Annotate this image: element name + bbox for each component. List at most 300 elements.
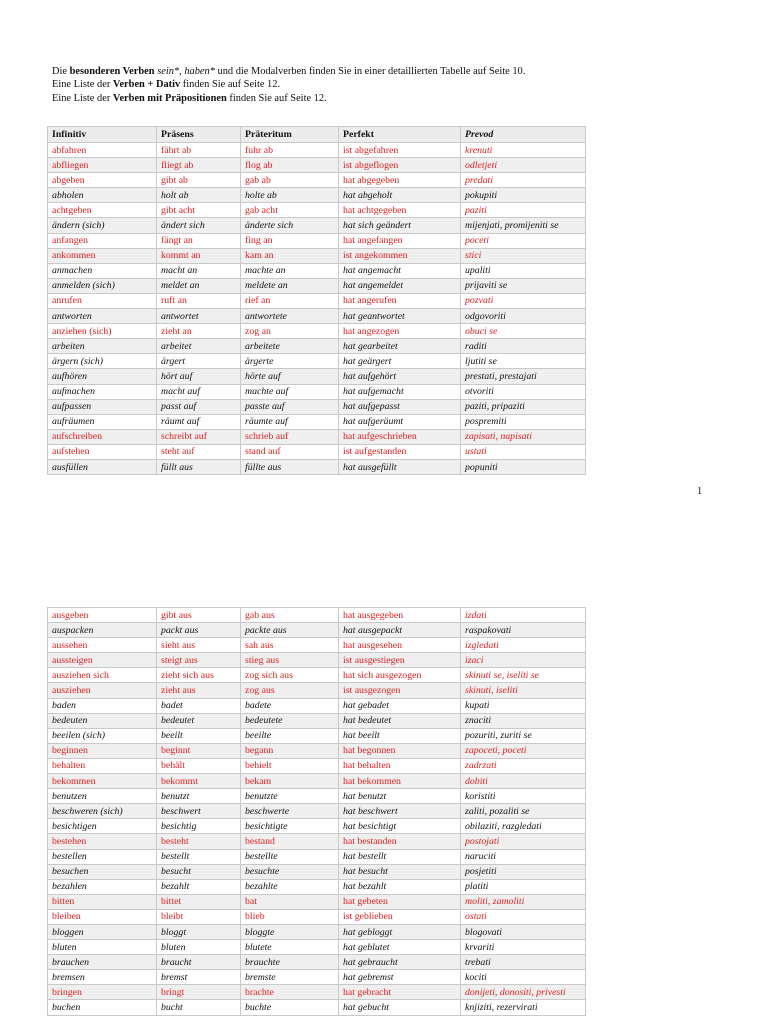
prevod-cell: odgovoriti (461, 309, 586, 324)
praeteritum-cell: buchte (241, 1000, 339, 1015)
praesens-cell: antwortet (157, 309, 241, 324)
praeteritum-cell: bestand (241, 834, 339, 849)
praeteritum-cell: bekam (241, 774, 339, 789)
table-row (48, 683, 586, 698)
praesens-cell: bestellt (157, 849, 241, 864)
infinitiv-cell: ausziehen sich (48, 668, 157, 683)
infinitiv-cell: brauchen (48, 955, 157, 970)
prevod-cell: skinuti, iseliti (461, 683, 586, 698)
praesens-cell: zieht aus (157, 683, 241, 698)
table-row (48, 849, 586, 864)
praeteritum-cell: füllte aus (241, 459, 339, 474)
perfekt-cell: hat geblutet (339, 940, 461, 955)
praeteritum-cell: besuchte (241, 864, 339, 879)
praesens-cell: zieht an (157, 324, 241, 339)
praesens-cell: beeilt (157, 728, 241, 743)
prevod-cell: mijenjati, promijeniti se (461, 218, 586, 233)
prevod-cell: popuniti (461, 459, 586, 474)
verb-table-body (48, 143, 586, 475)
praeteritum-cell: beeilte (241, 728, 339, 743)
infinitiv-cell: abgeben (48, 173, 157, 188)
infinitiv-cell: bekommen (48, 774, 157, 789)
prevod-cell: koristiti (461, 789, 586, 804)
perfekt-cell: hat bestanden (339, 834, 461, 849)
perfekt-cell: hat angefangen (339, 233, 461, 248)
intro-text-segment: Eine Liste der (52, 92, 113, 104)
prevod-cell: izgledati (461, 638, 586, 653)
perfekt-cell: hat besichtigt (339, 819, 461, 834)
infinitiv-cell: anrufen (48, 293, 157, 308)
infinitiv-cell: baden (48, 698, 157, 713)
praeteritum-cell: zog aus (241, 683, 339, 698)
table-row (48, 653, 586, 668)
perfekt-cell: hat gebracht (339, 985, 461, 1000)
praeteritum-cell: packte aus (241, 623, 339, 638)
prevod-cell: paziti (461, 203, 586, 218)
perfekt-cell: hat gearbeitet (339, 339, 461, 354)
praesens-cell: passt auf (157, 399, 241, 414)
perfekt-cell: hat angemacht (339, 263, 461, 278)
perfekt-cell: hat beschwert (339, 804, 461, 819)
praesens-cell: bremst (157, 970, 241, 985)
table-row (48, 940, 586, 955)
prevod-cell: zadrzati (461, 758, 586, 773)
perfekt-cell: hat gebeten (339, 894, 461, 909)
praeteritum-cell: schrieb auf (241, 429, 339, 444)
table-row (48, 293, 586, 308)
praeteritum-cell: blutete (241, 940, 339, 955)
infinitiv-cell: ausfüllen (48, 459, 157, 474)
praeteritum-cell: fing an (241, 233, 339, 248)
praeteritum-cell: zog sich aus (241, 668, 339, 683)
prevod-cell: upaliti (461, 263, 586, 278)
perfekt-cell: hat behalten (339, 758, 461, 773)
praeteritum-cell: sah aus (241, 638, 339, 653)
perfekt-cell: hat begonnen (339, 743, 461, 758)
infinitiv-cell: bezahlen (48, 879, 157, 894)
praesens-cell: fängt an (157, 233, 241, 248)
intro-bold-segment: Verben + Dativ (112, 79, 181, 91)
infinitiv-cell: besuchen (48, 864, 157, 879)
praesens-cell: bittet (157, 894, 241, 909)
infinitiv-cell: beeilen (sich) (48, 728, 157, 743)
perfekt-cell: hat angezogen (339, 324, 461, 339)
prevod-cell: ustati (461, 444, 586, 459)
intro-bold-segment: Verben mit Präpositionen (112, 92, 227, 104)
table-row (48, 1000, 586, 1015)
intro-line-2 (52, 78, 525, 91)
praeteritum-cell: bloggte (241, 924, 339, 939)
perfekt-cell: hat gebucht (339, 1000, 461, 1015)
table-row (48, 248, 586, 263)
praesens-cell: bleibt (157, 909, 241, 924)
intro-text-segment: finden Sie auf Seite 12. (226, 92, 327, 104)
table-row (48, 668, 586, 683)
infinitiv-cell: bringen (48, 985, 157, 1000)
infinitiv-cell: abfliegen (48, 158, 157, 173)
infinitiv-cell: bestehen (48, 834, 157, 849)
perfekt-cell: hat bekommen (339, 774, 461, 789)
praesens-cell: arbeitet (157, 339, 241, 354)
praeteritum-cell: hörte auf (241, 369, 339, 384)
infinitiv-cell: bloggen (48, 924, 157, 939)
infinitiv-cell: anmelden (sich) (48, 278, 157, 293)
prevod-cell: ljutiti se (461, 354, 586, 369)
prevod-cell: pozvati (461, 293, 586, 308)
perfekt-cell: ist abgeflogen (339, 158, 461, 173)
praeteritum-cell: benutzte (241, 789, 339, 804)
prevod-cell: kociti (461, 970, 586, 985)
infinitiv-cell: bestellen (48, 849, 157, 864)
perfekt-cell: hat sich geändert (339, 218, 461, 233)
perfekt-cell: hat aufgepasst (339, 399, 461, 414)
perfekt-cell: hat beeilt (339, 728, 461, 743)
perfekt-cell: hat abgeholt (339, 188, 461, 203)
table-header-row (48, 127, 586, 143)
praeteritum-cell: machte an (241, 263, 339, 278)
perfekt-cell: hat gebadet (339, 698, 461, 713)
table-row (48, 429, 586, 444)
infinitiv-cell: arbeiten (48, 339, 157, 354)
prevod-cell: zapisati, napisati (461, 429, 586, 444)
perfekt-cell: hat achtgegeben (339, 203, 461, 218)
praesens-cell: steigt aus (157, 653, 241, 668)
table-row (48, 924, 586, 939)
perfekt-cell: hat aufgehört (339, 369, 461, 384)
infinitiv-cell: besichtigen (48, 819, 157, 834)
table-row (48, 743, 586, 758)
infinitiv-cell: benutzen (48, 789, 157, 804)
infinitiv-cell: aufpassen (48, 399, 157, 414)
prevod-cell: obilaziti, razgledati (461, 819, 586, 834)
perfekt-cell: ist ausgezogen (339, 683, 461, 698)
praeteritum-cell: fuhr ab (241, 143, 339, 158)
praeteritum-cell: badete (241, 698, 339, 713)
infinitiv-cell: abholen (48, 188, 157, 203)
perfekt-cell: ist ausgestiegen (339, 653, 461, 668)
praeteritum-cell: bremste (241, 970, 339, 985)
praesens-cell: bezahlt (157, 879, 241, 894)
table-row (48, 354, 586, 369)
intro-italic-segment: sein*, haben* (157, 66, 215, 77)
perfekt-cell: hat angerufen (339, 293, 461, 308)
perfekt-cell: ist abgefahren (339, 143, 461, 158)
table-row (48, 399, 586, 414)
praesens-cell: packt aus (157, 623, 241, 638)
praesens-cell: ärgert (157, 354, 241, 369)
table-row (48, 278, 586, 293)
praesens-cell: behält (157, 758, 241, 773)
perfekt-cell: hat ausgefüllt (339, 459, 461, 474)
perfekt-cell: hat aufgeräumt (339, 414, 461, 429)
praesens-cell: bluten (157, 940, 241, 955)
praesens-cell: fährt ab (157, 143, 241, 158)
intro-text-segment: finden Sie auf Seite 12. (180, 79, 281, 91)
perfekt-cell: hat gebremst (339, 970, 461, 985)
intro-line-1 (52, 65, 525, 78)
perfekt-cell: hat geärgert (339, 354, 461, 369)
table-row (48, 864, 586, 879)
perfekt-cell: hat gebraucht (339, 955, 461, 970)
infinitiv-cell: bitten (48, 894, 157, 909)
table-row (48, 218, 586, 233)
praesens-cell: besucht (157, 864, 241, 879)
prevod-cell: krvariti (461, 940, 586, 955)
intro-line-3 (52, 92, 525, 105)
prevod-cell: trebati (461, 955, 586, 970)
infinitiv-cell: anziehen (sich) (48, 324, 157, 339)
table-row (48, 324, 586, 339)
praeteritum-cell: kam an (241, 248, 339, 263)
infinitiv-cell: bedeuten (48, 713, 157, 728)
infinitiv-cell: antworten (48, 309, 157, 324)
infinitiv-cell: bleiben (48, 909, 157, 924)
praesens-cell: bekommt (157, 774, 241, 789)
table-row (48, 608, 586, 623)
table-row (48, 970, 586, 985)
praesens-cell: zieht sich aus (157, 668, 241, 683)
praeteritum-cell: bedeutete (241, 713, 339, 728)
prevod-cell: poceti (461, 233, 586, 248)
praeteritum-cell: besichtigte (241, 819, 339, 834)
praesens-cell: sieht aus (157, 638, 241, 653)
prevod-cell: znaciti (461, 713, 586, 728)
perfekt-cell: hat benutzt (339, 789, 461, 804)
praesens-cell: braucht (157, 955, 241, 970)
praeteritum-cell: passte auf (241, 399, 339, 414)
infinitiv-cell: aufstehen (48, 444, 157, 459)
praesens-cell: gibt ab (157, 173, 241, 188)
table-row (48, 623, 586, 638)
header-infinitiv: Infinitiv (48, 127, 157, 143)
table-row (48, 638, 586, 653)
table-row (48, 444, 586, 459)
praesens-cell: ändert sich (157, 218, 241, 233)
perfekt-cell: hat ausgepackt (339, 623, 461, 638)
table-row (48, 173, 586, 188)
prevod-cell: postojati (461, 834, 586, 849)
praesens-cell: bloggt (157, 924, 241, 939)
infinitiv-cell: ärgern (sich) (48, 354, 157, 369)
page-number: 1 (697, 486, 703, 497)
prevod-cell: blogovati (461, 924, 586, 939)
table-row (48, 955, 586, 970)
table-row (48, 774, 586, 789)
infinitiv-cell: abfahren (48, 143, 157, 158)
perfekt-cell: hat bestellt (339, 849, 461, 864)
praesens-cell: holt ab (157, 188, 241, 203)
praeteritum-cell: brauchte (241, 955, 339, 970)
praeteritum-cell: brachte (241, 985, 339, 1000)
table-row (48, 985, 586, 1000)
infinitiv-cell: aufschreiben (48, 429, 157, 444)
table-row (48, 879, 586, 894)
prevod-cell: dobiti (461, 774, 586, 789)
table-row (48, 203, 586, 218)
prevod-cell: pozuriti, zuriti se (461, 728, 586, 743)
infinitiv-cell: aussteigen (48, 653, 157, 668)
prevod-cell: predati (461, 173, 586, 188)
verb-table-page-2 (47, 607, 586, 1016)
table-row (48, 909, 586, 924)
praeteritum-cell: blieb (241, 909, 339, 924)
infinitiv-cell: aussehen (48, 638, 157, 653)
table-row (48, 789, 586, 804)
perfekt-cell: ist aufgestanden (339, 444, 461, 459)
table-row (48, 384, 586, 399)
praeteritum-cell: ärgerte (241, 354, 339, 369)
prevod-cell: kupati (461, 698, 586, 713)
infinitiv-cell: ausziehen (48, 683, 157, 698)
infinitiv-cell: auspacken (48, 623, 157, 638)
table-row (48, 263, 586, 278)
praeteritum-cell: antwortete (241, 309, 339, 324)
prevod-cell: ostati (461, 909, 586, 924)
infinitiv-cell: ändern (sich) (48, 218, 157, 233)
praesens-cell: meldet an (157, 278, 241, 293)
header-praesens: Präsens (157, 127, 241, 143)
praeteritum-cell: zog an (241, 324, 339, 339)
prevod-cell: zapoceti, poceti (461, 743, 586, 758)
praeteritum-cell: begann (241, 743, 339, 758)
perfekt-cell: hat besucht (339, 864, 461, 879)
praesens-cell: macht an (157, 263, 241, 278)
praesens-cell: schreibt auf (157, 429, 241, 444)
praesens-cell: hört auf (157, 369, 241, 384)
praeteritum-cell: beschwerte (241, 804, 339, 819)
perfekt-cell: hat angemeldet (339, 278, 461, 293)
prevod-cell: donijeti, donositi, privesti (461, 985, 586, 1000)
prevod-cell: pokupiti (461, 188, 586, 203)
table-row (48, 834, 586, 849)
praesens-cell: kommt an (157, 248, 241, 263)
praesens-cell: benutzt (157, 789, 241, 804)
prevod-cell: posjetiti (461, 864, 586, 879)
infinitiv-cell: buchen (48, 1000, 157, 1015)
infinitiv-cell: beginnen (48, 743, 157, 758)
perfekt-cell: ist angekommen (339, 248, 461, 263)
table-row (48, 339, 586, 354)
prevod-cell: pospremiti (461, 414, 586, 429)
table-row (48, 804, 586, 819)
praeteritum-cell: änderte sich (241, 218, 339, 233)
praeteritum-cell: stieg aus (241, 653, 339, 668)
verb-table-body (48, 608, 586, 1016)
table-row (48, 188, 586, 203)
praeteritum-cell: gab aus (241, 608, 339, 623)
praesens-cell: beginnt (157, 743, 241, 758)
perfekt-cell: ist geblieben (339, 909, 461, 924)
infinitiv-cell: ankommen (48, 248, 157, 263)
praeteritum-cell: rief an (241, 293, 339, 308)
praesens-cell: bedeutet (157, 713, 241, 728)
infinitiv-cell: beschweren (sich) (48, 804, 157, 819)
table-row (48, 758, 586, 773)
praeteritum-cell: gab acht (241, 203, 339, 218)
praesens-cell: bucht (157, 1000, 241, 1015)
praeteritum-cell: bestellte (241, 849, 339, 864)
table-row (48, 233, 586, 248)
praesens-cell: gibt aus (157, 608, 241, 623)
prevod-cell: izdati (461, 608, 586, 623)
table-row (48, 309, 586, 324)
infinitiv-cell: aufräumen (48, 414, 157, 429)
perfekt-cell: hat aufgeschrieben (339, 429, 461, 444)
intro-text-segment: Die (52, 66, 70, 77)
praesens-cell: steht auf (157, 444, 241, 459)
intro-bold-segment: besonderen Verben (69, 66, 155, 77)
prevod-cell: paziti, pripaziti (461, 399, 586, 414)
table-row (48, 369, 586, 384)
prevod-cell: izaci (461, 653, 586, 668)
perfekt-cell: hat abgegeben (339, 173, 461, 188)
table-row (48, 894, 586, 909)
praesens-cell: füllt aus (157, 459, 241, 474)
infinitiv-cell: bluten (48, 940, 157, 955)
table-row (48, 728, 586, 743)
table-row (48, 713, 586, 728)
perfekt-cell: hat ausgegeben (339, 608, 461, 623)
header-perfekt: Perfekt (339, 127, 461, 143)
intro-text-segment: und die Modalverben finden Sie in einer detaillierten Tabelle auf Seite 10. (214, 66, 526, 77)
infinitiv-cell: anmachen (48, 263, 157, 278)
praeteritum-cell: räumte auf (241, 414, 339, 429)
praesens-cell: beschwert (157, 804, 241, 819)
infinitiv-cell: aufmachen (48, 384, 157, 399)
table-row (48, 158, 586, 173)
praesens-cell: gibt acht (157, 203, 241, 218)
praeteritum-cell: bezahlte (241, 879, 339, 894)
praesens-cell: macht auf (157, 384, 241, 399)
praeteritum-cell: stand auf (241, 444, 339, 459)
perfekt-cell: hat gebloggt (339, 924, 461, 939)
infinitiv-cell: behalten (48, 758, 157, 773)
perfekt-cell: hat aufgemacht (339, 384, 461, 399)
perfekt-cell: hat sich ausgezogen (339, 668, 461, 683)
praesens-cell: bringt (157, 985, 241, 1000)
table-row (48, 414, 586, 429)
praesens-cell: räumt auf (157, 414, 241, 429)
infinitiv-cell: ausgeben (48, 608, 157, 623)
prevod-cell: otvoriti (461, 384, 586, 399)
infinitiv-cell: aufhören (48, 369, 157, 384)
praesens-cell: fliegt ab (157, 158, 241, 173)
table-row (48, 698, 586, 713)
praeteritum-cell: flog ab (241, 158, 339, 173)
prevod-cell: zaliti, pozaliti se (461, 804, 586, 819)
praesens-cell: besichtig (157, 819, 241, 834)
praesens-cell: besteht (157, 834, 241, 849)
infinitiv-cell: achtgeben (48, 203, 157, 218)
prevod-cell: odletjeti (461, 158, 586, 173)
prevod-cell: knjiziti, rezervirati (461, 1000, 586, 1015)
prevod-cell: skinuti se, iseliti se (461, 668, 586, 683)
praesens-cell: ruft an (157, 293, 241, 308)
perfekt-cell: hat bezahlt (339, 879, 461, 894)
praeteritum-cell: arbeitete (241, 339, 339, 354)
praeteritum-cell: meldete an (241, 278, 339, 293)
header-praeteritum: Präteritum (241, 127, 339, 143)
prevod-cell: moliti, zamoliti (461, 894, 586, 909)
intro-text-segment: Eine Liste der (52, 79, 113, 91)
praeteritum-cell: bat (241, 894, 339, 909)
header-prevod: Prevod (461, 127, 586, 143)
prevod-cell: prestati, prestajati (461, 369, 586, 384)
prevod-cell: krenuti (461, 143, 586, 158)
praeteritum-cell: machte auf (241, 384, 339, 399)
praeteritum-cell: holte ab (241, 188, 339, 203)
prevod-cell: stici (461, 248, 586, 263)
